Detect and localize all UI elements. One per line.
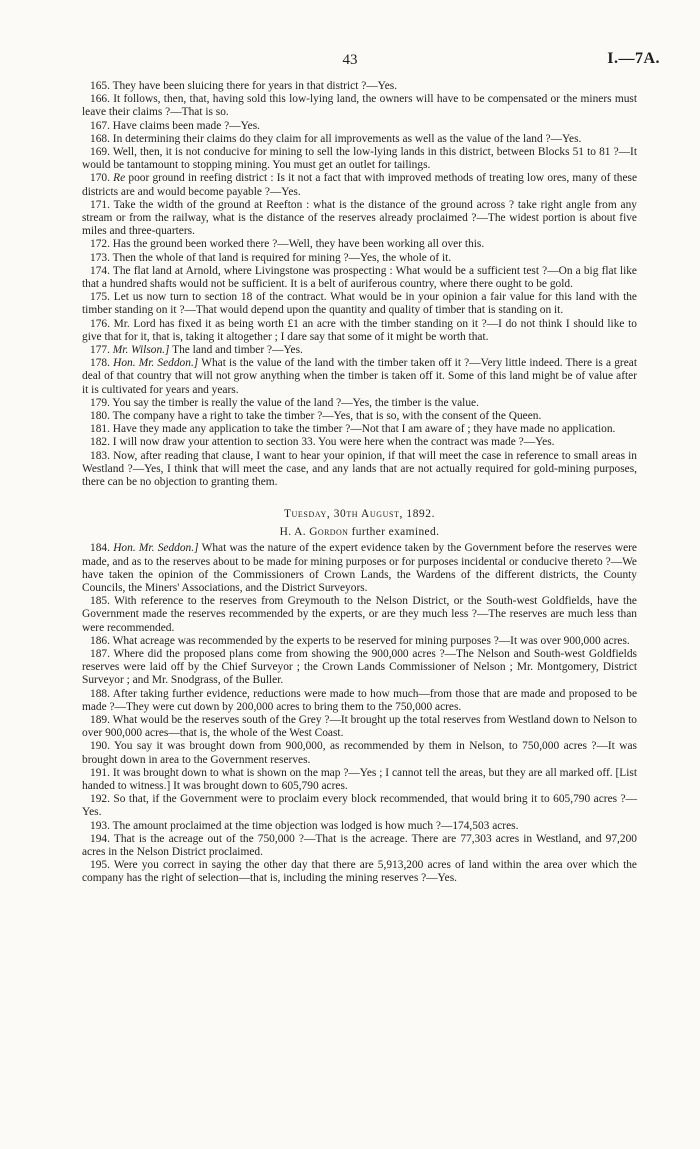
- question-text: poor ground in reefing district : Is it not a fact that with improved methods of treating low ores, many of these districts are and would become payable ?—Yes.: [82, 172, 637, 198]
- page-number: 43: [342, 52, 358, 68]
- question-paragraph: [82, 291, 637, 317]
- question-number: 173.: [90, 251, 110, 264]
- question-text: It follows, then, that, having sold this low-lying land, the owners will have to be compensated or the miners must leave their claims ?—That is so.: [82, 93, 637, 119]
- question-number: 176.: [90, 317, 110, 330]
- question-number: 168.: [90, 132, 110, 145]
- question-paragraph: [82, 635, 637, 648]
- question-paragraph: [82, 199, 637, 239]
- question-paragraph: [82, 80, 637, 93]
- question-text: Now, after reading that clause, I want to hear your opinion, if that will meet the case in reference to small areas in Westland ?—Yes, I think that will meet the case, and any lands that are not actually required for gold-mining purposes, there can be no objection to granting them.: [82, 449, 637, 489]
- question-paragraph: [82, 767, 637, 793]
- question-text: The amount proclaimed at the time objection was lodged is how much ?—174,503 acres.: [112, 819, 519, 832]
- witness-surname: Gordon: [309, 526, 349, 539]
- question-text: What is the value of the land with the timber taken off it ?—Very little indeed. There is a great deal of that country that will not grow anything when the timber is taken off it. Some of this land might be of value after it is cultivated for years and years.: [82, 357, 637, 396]
- question-text: Has the ground been worked there ?—Well, they have been working all over this.: [112, 238, 485, 251]
- question-paragraph: [82, 238, 637, 251]
- question-number: 185.: [90, 595, 110, 608]
- question-paragraph: [82, 648, 637, 688]
- question-number: 172.: [90, 238, 110, 251]
- question-number: 192.: [90, 793, 110, 806]
- question-lead: Hon. Mr. Seddon.]: [113, 357, 199, 370]
- question-paragraph: [82, 397, 637, 410]
- question-text: What would be the reserves south of the Grey ?—It brought up the total reserves from Westland down to Nelson to over 900,000 acres—that is, the whole of the West Coast.: [82, 713, 637, 740]
- evidence-section-2: [82, 542, 637, 885]
- question-number: 171.: [90, 198, 110, 211]
- paper-reference: I.—7A.: [607, 50, 660, 67]
- question-paragraph: [82, 793, 637, 819]
- question-paragraph: [82, 344, 637, 357]
- question-number: 174.: [90, 264, 110, 277]
- question-paragraph: [82, 436, 637, 449]
- question-text: It was brought down to what is shown on the map ?—Yes ; I cannot tell the areas, but they are all marked off. [List handed to witness.] It was brought down to 605,790 acres.: [82, 766, 637, 792]
- sitting-heading: [82, 507, 637, 540]
- question-paragraph: [82, 833, 637, 859]
- question-paragraph: [82, 450, 637, 490]
- question-text: The company have a right to take the timber ?—Yes, that is so, with the consent of the Queen.: [112, 410, 542, 423]
- question-number: 183.: [90, 449, 110, 462]
- question-text: Where did the proposed plans come from showing the 900,000 acres ?—The Nelson and South-west Goldfields reserves were laid off by the Chief Surveyor ; the Crown Lands Commissioner of Nelson ; Mr. Montgomery, District Surveyor ; and Mr. Snodgrass, of the Buller.: [82, 647, 637, 687]
- question-paragraph: [82, 93, 637, 119]
- question-number: 169.: [90, 146, 110, 159]
- question-lead: Mr. Wilson.]: [112, 344, 170, 357]
- question-paragraph: [82, 542, 637, 595]
- question-paragraph: [82, 595, 637, 635]
- question-text: I will now draw your attention to section 33. You were here when the contract was made ?—Yes.: [112, 436, 555, 449]
- question-number: 188.: [90, 687, 110, 700]
- question-number: 180.: [90, 410, 110, 423]
- question-number: 177.: [90, 344, 110, 357]
- question-text: Were you correct in saying the other day that there are 5,913,200 acres of land within the area over which the company has the right of selection—that is, including the mining reserves ?—Yes.: [82, 859, 637, 885]
- question-text: Mr. Lord has fixed it as being worth £1 an acre with the timber standing on it ?—I do not think I should like to give that for it, that is, taking it altogether ; I dare say that some of it might be worth that.: [82, 317, 637, 343]
- question-number: 195.: [90, 859, 110, 872]
- question-text: That is the acreage out of the 750,000 ?—That is the acreage. There are 77,303 acres in Westland, and 97,200 acres in the Nelson District proclaimed.: [82, 832, 637, 858]
- question-text: Take the width of the ground at Reefton : what is the distance of the ground across ? take right angle from any stream or from the railway, what is the distance of the reserves already proclaimed ?—The widest portion is about five miles and three-quarters.: [82, 198, 637, 238]
- question-paragraph: [82, 146, 637, 172]
- sitting-date: Tuesday, 30th August, 1892.: [283, 508, 436, 521]
- question-number: 184.: [90, 542, 110, 555]
- witness-line: [82, 524, 637, 540]
- question-text: Well, then, it is not conducive for mining to sell the low-lying lands in this district, between Blocks 51 to 81 ?—It would be tantamount to stopping mining. You must get an outlet for tailings.: [82, 146, 637, 172]
- question-number: 191.: [90, 766, 110, 779]
- question-text: The flat land at Arnold, where Livingstone was prospecting : What would be a sufficient test ?—On a big flat like that a hundred shafts would not be sufficient. It is a belt of auriferous country, where there ought to be gold.: [82, 264, 637, 291]
- question-paragraph: [82, 357, 637, 397]
- question-number: 194.: [90, 832, 110, 845]
- question-number: 186.: [90, 634, 110, 647]
- question-text: What was the nature of the expert evidence taken by the Government before the reserves were made, and as to the reserves about to be made for mining purposes or for purposes incidental or conducive thereto ?—We have taken the opinion of the Commissioners of Crown Lands, the Wardens of the different districts, the County Councils, the Miners' Associations, and the District Surveyors.: [82, 542, 637, 594]
- question-text: With reference to the reserves from Greymouth to the Nelson District, or the South-west Goldfields, have the Government made the reserves recommended by the experts, or are they much less ?—The reserves are much less than were recommended.: [82, 595, 637, 634]
- question-lead: Re: [113, 172, 126, 185]
- question-text: What acreage was recommended by the experts to be reserved for mining purposes ?—It was over 900,000 acres.: [112, 634, 630, 647]
- evidence-section-1: [82, 80, 637, 489]
- witness-status: further examined.: [351, 526, 440, 539]
- question-number: 170.: [90, 172, 110, 185]
- question-number: 178.: [90, 357, 110, 370]
- question-paragraph: [82, 318, 637, 344]
- question-number: 179.: [90, 396, 110, 409]
- question-paragraph: [82, 410, 637, 423]
- question-paragraph: [82, 820, 637, 833]
- question-number: 165.: [90, 80, 110, 92]
- question-text: You say the timber is really the value of the land ?—Yes, the timber is the value.: [112, 396, 479, 409]
- question-number: 190.: [90, 740, 110, 753]
- question-paragraph: [82, 133, 637, 146]
- question-paragraph: [82, 423, 637, 436]
- question-paragraph: [82, 859, 637, 885]
- question-text: After taking further evidence, reductions were made to how much—from those that are made and proposed to be made ?—They were cut down by 200,000 acres to bring them to the 750,000 acres.: [82, 687, 637, 713]
- page-body: [82, 80, 637, 886]
- question-paragraph: [82, 688, 637, 714]
- question-number: 182.: [90, 436, 110, 449]
- question-number: 167.: [90, 119, 110, 132]
- question-number: 189.: [90, 713, 110, 726]
- question-number: 193.: [90, 819, 110, 832]
- question-number: 181.: [90, 423, 110, 436]
- question-text: So that, if the Government were to proclaim every block recommended, that would bring it to 605,790 acres ?—Yes.: [82, 793, 637, 819]
- question-text: Then the whole of that land is required for mining ?—Yes, the whole of it.: [112, 251, 452, 264]
- question-number: 175.: [90, 291, 110, 304]
- question-paragraph: [82, 172, 637, 198]
- question-text: In determining their claims do they claim for all improvements as well as the value of the land ?—Yes.: [112, 132, 582, 145]
- question-paragraph: [82, 714, 637, 740]
- question-number: 187.: [90, 647, 110, 660]
- question-paragraph: [82, 120, 637, 133]
- question-number: 166.: [90, 93, 110, 106]
- question-text: Have they made any application to take the timber ?—Not that I am aware of ; they have made no application.: [112, 423, 616, 436]
- question-text: They have been sluicing there for years in that district ?—Yes.: [112, 80, 398, 92]
- question-text: The land and timber ?—Yes.: [172, 344, 303, 357]
- page-header: [0, 50, 700, 74]
- question-lead: Hon. Mr. Seddon.]: [113, 542, 199, 555]
- question-text: Have claims been made ?—Yes.: [112, 119, 260, 132]
- question-text: You say it was brought down from 900,000, as recommended by them in Nelson, to 750,000 acres ?—It was brought down in area to the Government reserves.: [82, 740, 637, 766]
- question-text: Let us now turn to section 18 of the contract. What would be in your opinion a fair value for this land with the timber standing on it ?—That would depend upon the quantity and quality of timber that is standing on it.: [82, 291, 637, 317]
- witness-initials: H. A.: [279, 526, 307, 539]
- question-paragraph: [82, 265, 637, 291]
- question-paragraph: [82, 252, 637, 265]
- question-paragraph: [82, 740, 637, 766]
